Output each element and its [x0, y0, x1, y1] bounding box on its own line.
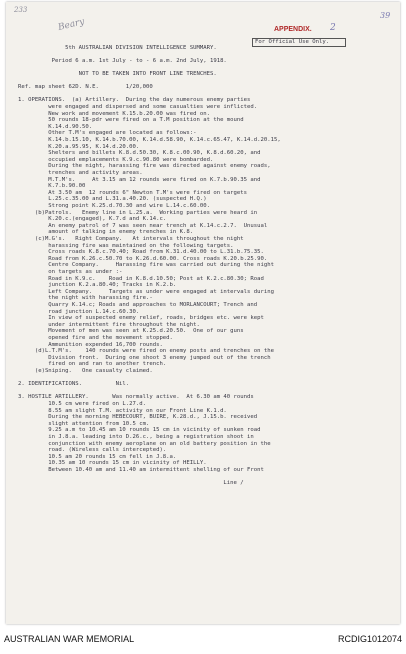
text-line: Period 6 a.m. 1st July - to - 6 a.m. 2nd July, 1918.	[18, 57, 227, 64]
text-line: Division front. During one shoot 3 enemy jumped out of the trench	[18, 354, 271, 361]
text-line: Ref. map sheet 62D. N.E. 1/20,000	[18, 84, 153, 91]
text-line: L.25.c.35.00 and L.31.a.40.20. (suspected H.Q.)	[18, 196, 207, 203]
text-line: An enemy patrol of 7 was seen near trench at K.14.c.2.7. Unusual	[18, 222, 268, 229]
text-line: 5th AUSTRALIAN DIVISION INTELLIGENCE SUMMARY.	[18, 44, 217, 51]
text-line: 10.5 cm were fired on L.27.d.	[18, 401, 146, 407]
text-line: Centre Company. Harassing fire was carried out during the night	[18, 262, 274, 269]
text-line: K.14.b.15.10, K.14.b.70.00, K.14.d.58.90, K.14.c.65.47, K.14.d.20.15,	[18, 137, 281, 143]
text-line: conjunction with enemy aeroplane on an old battery position in the	[18, 440, 271, 447]
text-line: opened fire and the movement stopped.	[18, 335, 173, 341]
text-line: under intermittent fire throughout the night.	[18, 321, 200, 328]
text-line: road junction L.14.c.60.30.	[18, 308, 140, 315]
text-line: During the night, harassing fire was directed against enemy roads,	[18, 163, 271, 170]
text-line: NOT TO BE TAKEN INTO FRONT LINE TRENCHES.	[18, 71, 217, 77]
text-line: At 3.50 am 12 rounds 6" Newton T.M's were fired on targets	[18, 189, 248, 196]
text-line: harassing fire was maintained on the following targets.	[18, 242, 234, 249]
text-line: 10.35 am 10 rounds 15 cm in vicinity of HEILLY.	[18, 460, 207, 467]
text-line: were engaged and dispersed and some casualties were inflicted.	[18, 104, 258, 110]
text-line: K.20.c.(engaged), K.7.d and K.14.c.	[18, 216, 167, 223]
text-line: (e)Sniping. One casualty claimed.	[18, 368, 153, 374]
text-line: Other T.M's engaged are located as follows:-	[18, 130, 197, 137]
corner-number: 39	[380, 11, 391, 20]
footer-institution: AUSTRALIAN WAR MEMORIAL	[4, 634, 135, 644]
appendix-number: 2	[330, 23, 336, 33]
official-use-text: For Official Use Only.	[255, 39, 330, 45]
text-line: 8.55 am slight T.M. activity on our Front Line K.1.d.	[18, 407, 227, 414]
text-line: K.14.d.90.50.	[18, 123, 93, 130]
text-line: (c)M.G's. Right Company. At intervals throughout the night	[18, 236, 244, 242]
text-line: in J.8.a. leading into D.26.c., being a registration shoot in	[18, 434, 254, 440]
page-number-pencil: 233	[14, 6, 28, 14]
text-line: road. (Wireless calls intercepted).	[18, 447, 167, 454]
text-line: Road in K.9.c. Road in K.8.d.10.50; Post at K.2.c.80.30; Road	[18, 275, 264, 282]
text-line: fired on and ran to another trench.	[18, 361, 167, 368]
footer-reference: RCDIG1012074	[337, 634, 402, 644]
text-line: 1. OPERATIONS. (a) Artillery. During the day numerous enemy parties	[18, 97, 251, 104]
text-line: Shelters and billets K.8.d.50.30, K.8.c.00.90, K.8.d.60.20, and	[18, 150, 261, 157]
text-line: Road from K.26.c.50.70 to K.26.d.60.00. Cross roads K.20.b.25.90.	[18, 255, 268, 262]
text-line: In view of suspected enemy relief, roads, bridges etc. were kept	[18, 315, 264, 322]
text-line: (b)Patrols. Enemy line in L.25.a. Working parties were heard in	[18, 209, 258, 216]
text-line: 50 rounds 18-pdr were fired on a T.M position at the mound	[18, 117, 244, 124]
appendix-label: APPENDIX.	[274, 26, 312, 33]
text-line: During the morning HEBECOURT, BUIRE, K.28.d., J.15.b. received	[18, 414, 258, 421]
text-line: (d)L.T.M's. 140 rounds were fired on enemy posts and trenches on the	[18, 348, 274, 355]
text-line: 2. IDENTIFICATIONS. Nil.	[18, 381, 130, 388]
text-line: 9.25 a.m to 10.45 am 10 rounds 15 cm in vicinity of sunken road	[18, 427, 261, 434]
text-line: Between 10.40 am and 11.40 am intermittent shelling of our Front	[18, 467, 264, 473]
text-line: junction K.2.a.80.40; Tracks in K.2.b.	[18, 282, 177, 289]
text-line: amount of talking in enemy trenches in K.8.	[18, 229, 194, 236]
text-line: the night with harassing fire.-	[18, 295, 153, 302]
text-line: K.20.a.95.95, K.14.d.20.00.	[18, 143, 140, 150]
document-page	[6, 2, 400, 624]
text-line: Quarry K.14.c; Roads and approaches to MORLANCOURT; Trench and	[18, 302, 258, 308]
text-line: New work and movement K.15.b.20.00 was fired on.	[18, 110, 210, 117]
text-line: Cross roads K.8.c.70.40; Road from K.31.d.40.00 to L.31.b.75.35.	[18, 249, 264, 256]
text-line: Left Company. Targets as under were engaged at intervals during	[18, 288, 274, 295]
text-line: K.7.b.90.00	[18, 183, 86, 190]
text-line: on targets as under :-	[18, 269, 123, 275]
text-line: 10.5 am 20 rounds 15 cm fell in J.8.a.	[18, 453, 177, 460]
handwritten-scrawl: Beary	[57, 16, 86, 34]
text-line: Strong point K.25.d.70.30 and wire L.14.c.60.00.	[18, 203, 210, 209]
text-line: Ammunition expended 16,700 rounds.	[18, 341, 163, 348]
text-line: M.T.M's. At 3.15 am 12 rounds were fired on K.7.b.90.35 and	[18, 176, 261, 183]
archive-footer	[0, 628, 406, 652]
text-line: 3. HOSTILE ARTILLERY. Was normally active. At 6.30 am 40 rounds	[18, 394, 254, 401]
text-line: slight attention from 10.5 cm.	[18, 420, 150, 427]
text-line: occupied emplacements K.9.c.90.80 were bombarded.	[18, 156, 214, 163]
text-line: Line /	[18, 480, 244, 487]
text-line: Movement of men was seen at K.25.d.20.50. One of our guns	[18, 328, 244, 335]
text-line: trenches and activity areas.	[18, 170, 143, 176]
